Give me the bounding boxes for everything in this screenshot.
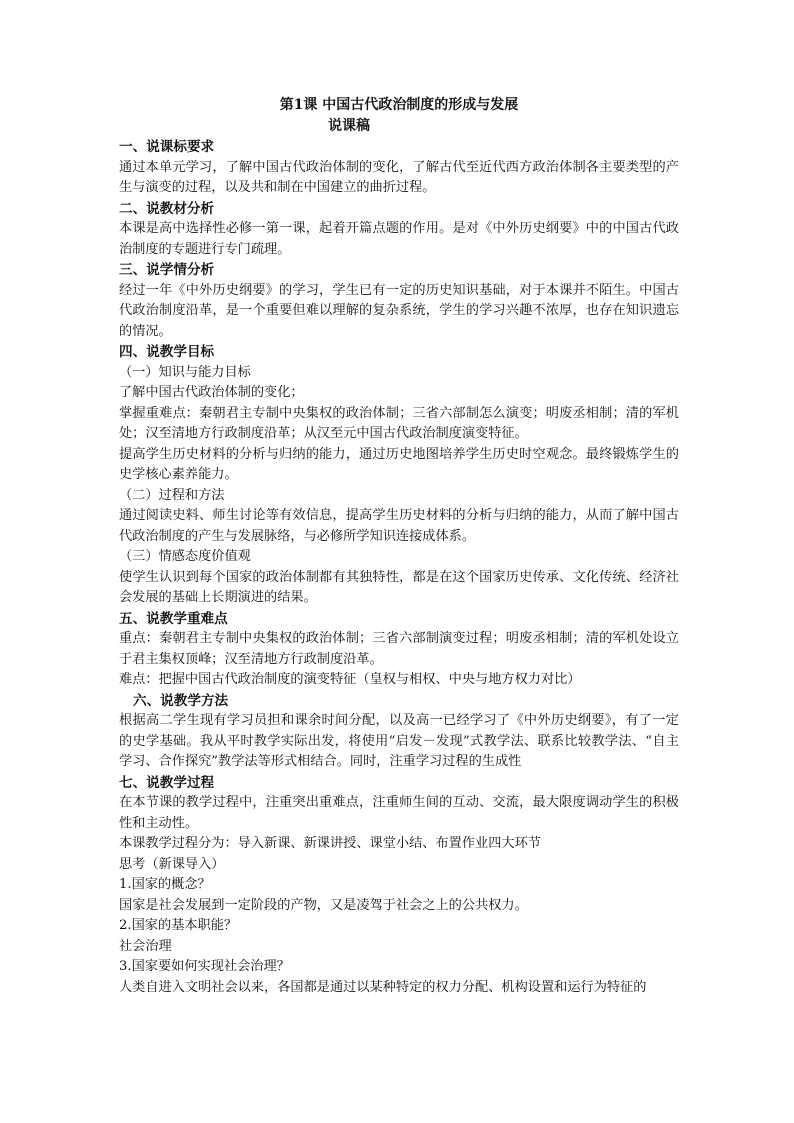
paragraph: （二）过程和方法 [119,487,225,503]
paragraph: 社会治理 [119,938,172,954]
paragraph: 通过阅读史料、师生讨论等有效信息，提高学生历史材料的分析与归纳的能力，从而了解中国古代政治制度的产生与发展脉络，与必修所学知识连接成体系。 [119,508,679,544]
document-page [119,95,679,998]
section-heading: 七、说教学过程 [119,774,215,791]
paragraph: （一）知识与能力目标 [119,364,251,380]
paragraph: 国家是社会发展到一定阶段的产物，又是凌驾于社会之上的公共权力。 [119,897,528,913]
paragraph: 提高学生历史材料的分析与归纳的能力，通过历史地图培养学生历史时空观念。最终锻炼学生的史学核心素养能力。 [119,446,679,482]
paragraph: 在本节课的教学过程中，注重突出重难点，注重师生间的互动、交流，最大限度调动学生的积极性和主动性。 [119,795,679,831]
section-heading: 六、说教学方法 [133,692,229,709]
paragraph: 使学生认识到每个国家的政治体制都有其独特性，都是在这个国家历史传承、文化传统、经济社会发展的基础上长期演进的结果。 [119,569,679,605]
paragraph: 2.国家的基本职能？ [119,918,238,933]
paragraph: 1.国家的概念？ [119,877,211,892]
section-heading: 三、说学情分析 [119,262,215,278]
paragraph: 经过一年《中外历史纲要》的学习，学生已有一定的历史知识基础，对于本课并不陌生。中国古代政治制度沿革，是一个重要但难以理解的复杂系统，学生的学习兴趣不浓厚，也存在知识遗忘的情况。 [119,282,679,339]
paragraph: 掌握重难点：秦朝君主专制中央集权的政治体制；三省六部制怎么演变；明废丞相制；清的军机处；汉至清地方行政制度沿革；从汉至元中国古代政治制度演变特征。 [119,405,679,441]
paragraph: 通过本单元学习，了解中国古代政治体制的变化，了解古代至近代西方政治体制各主要类型的产生与演变的过程，以及共和制在中国建立的曲折过程。 [119,159,679,195]
section-heading: 一、说课标要求 [119,139,215,155]
paragraph: 了解中国古代政治体制的变化； [119,385,304,400]
paragraph: 难点：把握中国古代政治制度的演变特征（皇权与相权、中央与地方权力对比） [119,672,581,687]
paragraph: 本课教学过程分为：导入新课、新课讲授、课堂小结、布置作业四大环节 [119,836,541,851]
paragraph: （三）情感态度价值观 [119,549,251,564]
section-heading: 四、说教学目标 [119,344,215,360]
document-title: 第1课 中国古代政治制度的形成与发展 [279,97,519,113]
document-body [119,137,679,998]
paragraph: 3.国家要如何实现社会治理？ [119,959,290,974]
paragraph: 本课是高中选择性必修一第一课，起着开篇点题的作用。是对《中外历史纲要》中的中国古代政治制度的专题进行专门疏理。 [119,221,679,257]
section-heading: 五、说教学重难点 [119,610,228,627]
paragraph: 思考（新课导入） [119,856,225,872]
paragraph: 重点：秦朝君主专制中央集权的政治体制；三省六部制演变过程；明废丞相制；清的军机处设立于君主集权顶峰；汉至清地方行政制度沿革。 [119,631,679,667]
document-subtitle: 说课稿 [328,118,370,134]
paragraph: 人类自进入文明社会以来，各国都是通过以某种特定的权力分配、机构设置和运行为特征的 [119,979,647,995]
paragraph: 根据高二学生现有学习员担和课余时间分配，以及高一已经学习了《中外历史纲要》，有了一定的史学基础。我从平时教学实际出发，将使用“启发－发现”式教学法、联系比较教学法、“自主学习、合作探究”教学法等形式相结合。同时，注重学习过程的生成性 [119,713,679,769]
section-heading: 二、说教材分析 [119,200,215,217]
